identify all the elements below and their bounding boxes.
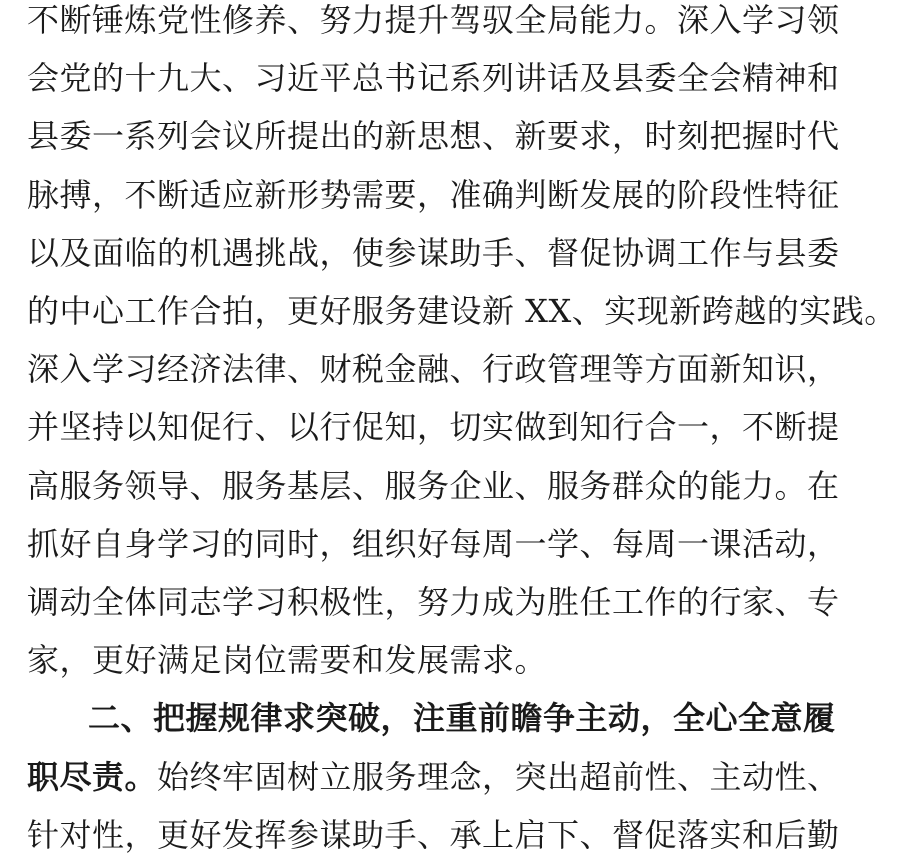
paragraph-line: 县委一系列会议所提出的新思想、新要求，时刻把握时代 xyxy=(27,117,840,156)
paragraph-line: 调动全体同志学习积极性，努力成为胜任工作的行家、专 xyxy=(27,583,840,621)
paragraph-line xyxy=(27,757,840,796)
section-heading-end: 职尽责。 xyxy=(27,757,158,796)
section-heading: 二、把握规律求突破，注重前瞻争主动，全心全意履 xyxy=(88,699,836,738)
paragraph-line: 深入学习经济法律、财税金融、行政管理等方面新知识， xyxy=(27,350,840,389)
body-text: 始终牢固树立服务理念，突出超前性、主动性、 xyxy=(157,757,840,796)
paragraph-line: 家，更好满足岗位需要和发展需求。 xyxy=(27,641,548,680)
paragraph-line: 并坚持以知促行、以行促知，切实做到知行合一，不断提 xyxy=(27,408,840,447)
paragraph-line: 以及面临的机遇挑战，使参谋助手、督促协调工作与县委 xyxy=(27,233,840,272)
paragraph-line: 抓好自身学习的同时，组织好每周一学、每周一课活动， xyxy=(27,524,840,563)
paragraph-line: 不断锤炼党性修养、努力提升驾驭全局能力。深入学习领 xyxy=(27,1,840,39)
paragraph-line: 脉搏，不断适应新形势需要，准确判断发展的阶段性特征 xyxy=(27,175,840,214)
paragraph-line: 针对性，更好发挥参谋助手、承上启下、督促落实和后勤 xyxy=(27,815,840,854)
paragraph-line: 高服务领导、服务基层、服务企业、服务群众的能力。在 xyxy=(27,466,840,505)
paragraph-line: 的中心工作合拍，更好服务建设新 XX、实现新跨越的实践。 xyxy=(27,292,897,330)
paragraph-line: 会党的十九大、习近平总书记系列讲话及县委全会精神和 xyxy=(27,59,840,98)
